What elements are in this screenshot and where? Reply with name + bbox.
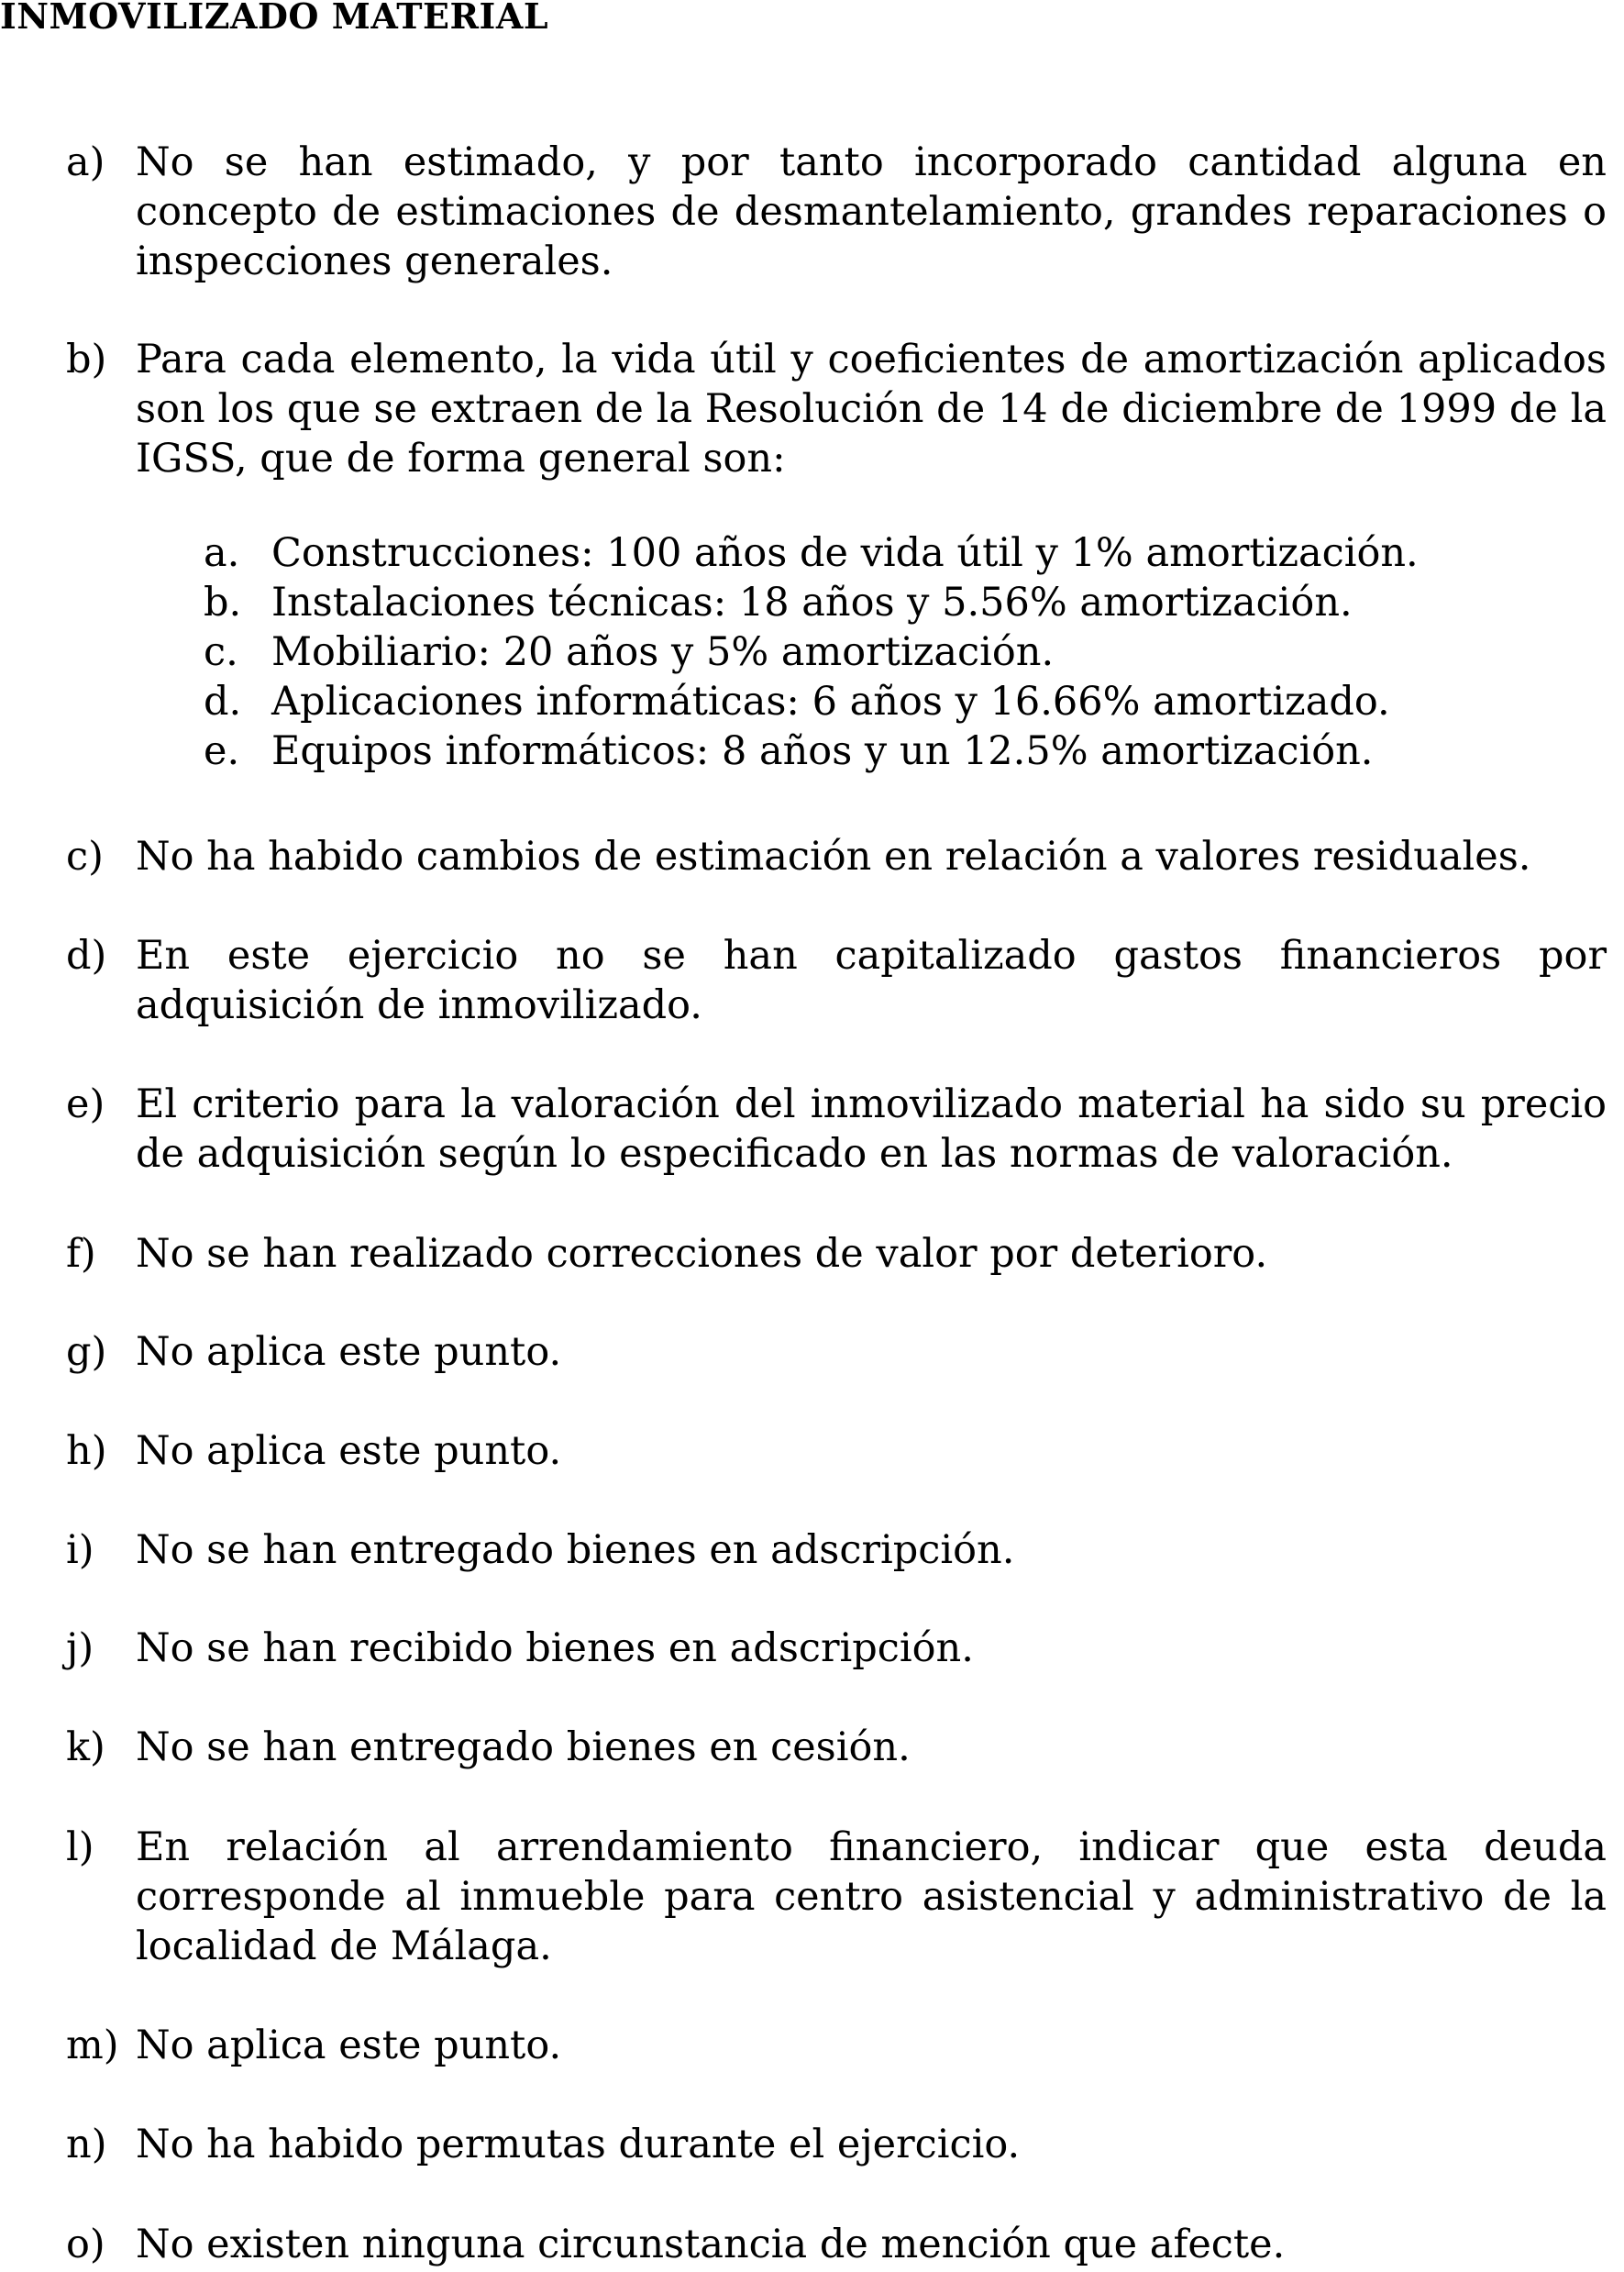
sublist-item-text: Equipos informáticos: 8 años y un 12.5% amortización. [271, 728, 1374, 774]
list-item-text: No se han realizado correcciones de valor por deterioro. [136, 1231, 1268, 1277]
list-item-j [66, 1624, 1607, 1673]
list-item-text: No existen ninguna circunstancia de mención que afecte. [136, 2222, 1286, 2267]
list-item-k [66, 1723, 1607, 1772]
sublist-marker: d. [204, 679, 242, 725]
list-marker: o) [66, 2222, 105, 2267]
list-item-c [66, 832, 1607, 881]
sublist-item-text: Instalaciones técnicas: 18 años y 5.56% amortización. [271, 580, 1353, 626]
list-item-text: No ha habido cambios de estimación en relación a valores residuales. [136, 834, 1531, 880]
list-marker: n) [66, 2122, 107, 2167]
list-item-text: En este ejercicio no se han capitalizado gastos financieros por adquisición de inmovilizado. [136, 933, 1607, 1028]
list-marker: f) [66, 1231, 96, 1277]
list-marker: m) [66, 2023, 119, 2068]
list-item-b [66, 335, 1607, 483]
list-item-text: En relación al arrendamiento financiero, indicar que esta deuda corresponde al inmueble para centro asistencial y administrativo de la localidad de Málaga. [136, 1824, 1607, 1969]
list-item-i [66, 1525, 1607, 1575]
list-item-text: No se han estimado, y por tanto incorporado cantidad alguna en concepto de estimaciones de desmantelamiento, grandes reparaciones o inspecciones generales. [136, 139, 1607, 284]
list-marker: d) [66, 933, 107, 979]
sublist-item-text: Mobiliario: 20 años y 5% amortización. [271, 629, 1055, 675]
list-marker: j) [66, 1625, 94, 1671]
list-item-text: El criterio para la valoración del inmovilizado material ha sido su precio de adquisición según lo especificado en las normas de valoración. [136, 1081, 1607, 1177]
sublist-marker: c. [204, 629, 238, 675]
list-item-d [66, 931, 1607, 1030]
list-marker: c) [66, 834, 104, 880]
list-item-n [66, 2120, 1607, 2169]
list-marker: g) [66, 1329, 107, 1375]
list-marker: h) [66, 1428, 107, 1474]
list-item-g [66, 1327, 1607, 1377]
list-item-o [66, 2220, 1607, 2269]
list-item-m [66, 2021, 1607, 2070]
list-item-h [66, 1426, 1607, 1476]
section-title: INMOVILIZADO MATERIAL [0, 0, 549, 37]
list-marker: l) [66, 1824, 94, 1870]
sublist-marker: e. [204, 728, 240, 774]
sublist-item-text: Construcciones: 100 años de vida útil y 1% amortización. [271, 530, 1419, 576]
list-item-e [66, 1080, 1607, 1179]
list-item-text: Para cada elemento, la vida útil y coeficientes de amortización aplicados son los que se extraen de la Resolución de 14 de diciembre de 1999 de la IGSS, que de forma general son: [136, 337, 1607, 482]
list-marker: b) [66, 337, 107, 382]
list-item-text: No aplica este punto. [136, 1428, 562, 1474]
list-marker: e) [66, 1081, 105, 1127]
list-item-text: No aplica este punto. [136, 1329, 562, 1375]
list-item-text: No aplica este punto. [136, 2023, 562, 2068]
list-item-l [66, 1823, 1607, 1971]
list-marker: a) [66, 139, 105, 185]
list-item-a [66, 138, 1607, 286]
list-marker: k) [66, 1724, 105, 1770]
sublist-marker: b. [204, 580, 242, 626]
list-marker: i) [66, 1527, 94, 1573]
list-item-text: No se han entregado bienes en cesión. [136, 1724, 911, 1770]
list-item-text: No ha habido permutas durante el ejercicio. [136, 2122, 1021, 2167]
sublist-item-text: Aplicaciones informáticas: 6 años y 16.66% amortizado. [271, 679, 1390, 725]
sublist-marker: a. [204, 530, 240, 576]
list-item-text: No se han entregado bienes en adscripción. [136, 1527, 1015, 1573]
list-item-f [66, 1229, 1607, 1279]
list-item-text: No se han recibido bienes en adscripción. [136, 1625, 974, 1671]
